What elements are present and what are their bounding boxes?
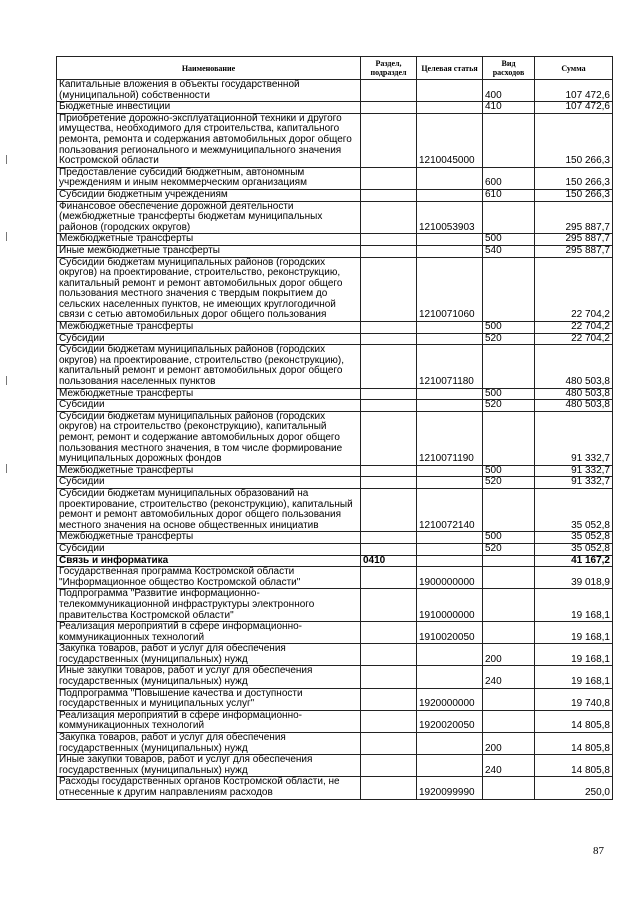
cell-target	[417, 477, 483, 489]
cell-target	[417, 80, 483, 102]
cell-sum: 150 266,3	[535, 167, 613, 189]
cell-target	[417, 755, 483, 777]
cell-vid: 600	[483, 167, 535, 189]
cell-section	[361, 345, 417, 388]
cell-sum: 35 052,8	[535, 488, 613, 531]
cell-target: 1910000000	[417, 589, 483, 622]
cell-section	[361, 567, 417, 589]
cell-target: 1920099990	[417, 777, 483, 799]
cell-name: Субсидии	[57, 333, 361, 345]
table-row	[57, 555, 613, 567]
table-row	[57, 245, 613, 257]
cell-sum: 22 704,2	[535, 322, 613, 334]
scan-mark	[6, 376, 7, 385]
cell-section	[361, 257, 417, 322]
cell-vid	[483, 589, 535, 622]
cell-name: Субсидии бюджетам муниципальных районов (городских округов) на проектирование, строительство, реконструкцию, капитальный ремонт и ремонт автомобильных дорог общего пользования местного значения с твердым покрытием до сельских населенных пунктов, не имеющих круглогодичной связи с сетью автомобильных дорог общего пользования	[57, 257, 361, 322]
cell-sum: 35 052,8	[535, 532, 613, 544]
budget-table	[56, 56, 613, 800]
header-name: Наименование	[57, 57, 361, 80]
cell-name: Иные закупки товаров, работ и услуг для обеспечения государственных (муниципальных) нужд	[57, 666, 361, 688]
cell-target: 1210071180	[417, 345, 483, 388]
cell-vid: 520	[483, 477, 535, 489]
cell-sum: 14 805,8	[535, 733, 613, 755]
cell-sum: 295 887,7	[535, 245, 613, 257]
cell-name: Реализация мероприятий в сфере информационно- коммуникационных технологий	[57, 710, 361, 732]
cell-name: Межбюджетные трансферты	[57, 532, 361, 544]
cell-section	[361, 189, 417, 201]
cell-name: Реализация мероприятий в сфере информационно- коммуникационных технологий	[57, 622, 361, 644]
cell-target	[417, 189, 483, 201]
table-row	[57, 710, 613, 732]
header-target: Целевая статья	[417, 57, 483, 80]
cell-vid: 520	[483, 333, 535, 345]
cell-section	[361, 245, 417, 257]
cell-target	[417, 532, 483, 544]
table-row	[57, 465, 613, 477]
cell-vid: 500	[483, 532, 535, 544]
table-row	[57, 201, 613, 234]
table-row	[57, 733, 613, 755]
cell-sum: 91 332,7	[535, 411, 613, 465]
cell-sum: 91 332,7	[535, 477, 613, 489]
cell-target	[417, 543, 483, 555]
cell-name: Иные межбюджетные трансферты	[57, 245, 361, 257]
table-row	[57, 755, 613, 777]
cell-target	[417, 388, 483, 400]
cell-target: 1210071060	[417, 257, 483, 322]
cell-section	[361, 777, 417, 799]
cell-vid: 500	[483, 234, 535, 246]
cell-target	[417, 322, 483, 334]
table-row	[57, 777, 613, 799]
cell-name: Подпрограмма "Развитие информационно- телекоммуникационной инфраструктуры электронного правительства Костромской области"	[57, 589, 361, 622]
table-row	[57, 322, 613, 334]
table-body	[57, 80, 613, 800]
scan-mark	[6, 232, 7, 241]
cell-sum: 39 018,9	[535, 567, 613, 589]
header-vid: Вид расходов	[483, 57, 535, 80]
cell-section	[361, 201, 417, 234]
cell-name: Межбюджетные трансферты	[57, 322, 361, 334]
table-row	[57, 477, 613, 489]
cell-name: Субсидии	[57, 477, 361, 489]
cell-sum: 14 805,8	[535, 755, 613, 777]
cell-vid: 410	[483, 102, 535, 114]
table-row	[57, 567, 613, 589]
table-row	[57, 257, 613, 322]
cell-name: Государственная программа Костромской области "Информационное общество Костромской области"	[57, 567, 361, 589]
cell-sum: 295 887,7	[535, 234, 613, 246]
header-section: Раздел, подраздел	[361, 57, 417, 80]
cell-vid	[483, 411, 535, 465]
cell-vid: 500	[483, 465, 535, 477]
cell-section	[361, 167, 417, 189]
cell-section	[361, 589, 417, 622]
table-row	[57, 189, 613, 201]
cell-section	[361, 80, 417, 102]
cell-sum: 35 052,8	[535, 543, 613, 555]
table-row	[57, 488, 613, 531]
cell-sum: 19 168,1	[535, 589, 613, 622]
cell-name: Субсидии бюджетным учреждениям	[57, 189, 361, 201]
cell-vid: 500	[483, 388, 535, 400]
cell-name: Межбюджетные трансферты	[57, 234, 361, 246]
cell-name: Субсидии бюджетам муниципальных районов (городских округов) на строительство (реконструкцию), капитальный ремонт, ремонт и содержание автомобильных дорог общего пользования местного значения, в том числе формирование муниципальных дорожных фондов	[57, 411, 361, 465]
cell-target: 1210071190	[417, 411, 483, 465]
cell-section	[361, 234, 417, 246]
cell-vid: 500	[483, 322, 535, 334]
cell-vid	[483, 257, 535, 322]
table-row	[57, 80, 613, 102]
cell-target	[417, 333, 483, 345]
cell-target	[417, 167, 483, 189]
cell-vid	[483, 345, 535, 388]
header-sum: Сумма	[535, 57, 613, 80]
cell-target	[417, 666, 483, 688]
cell-vid: 400	[483, 80, 535, 102]
cell-target	[417, 644, 483, 666]
table-row	[57, 167, 613, 189]
cell-section	[361, 388, 417, 400]
cell-name: Подпрограмма "Повышение качества и доступности государственных и муниципальных услуг"	[57, 688, 361, 710]
cell-section	[361, 622, 417, 644]
cell-section	[361, 333, 417, 345]
page-number: 87	[593, 845, 604, 857]
cell-section	[361, 710, 417, 732]
cell-sum: 295 887,7	[535, 201, 613, 234]
cell-vid: 240	[483, 755, 535, 777]
table-row	[57, 622, 613, 644]
scan-mark	[6, 464, 7, 473]
cell-vid: 200	[483, 644, 535, 666]
cell-sum: 22 704,2	[535, 257, 613, 322]
cell-target	[417, 555, 483, 567]
table-row	[57, 102, 613, 114]
cell-name: Субсидии	[57, 543, 361, 555]
cell-name: Закупка товаров, работ и услуг для обеспечения государственных (муниципальных) нужд	[57, 733, 361, 755]
cell-target: 1920000000	[417, 688, 483, 710]
cell-section	[361, 688, 417, 710]
cell-section	[361, 755, 417, 777]
cell-vid	[483, 710, 535, 732]
cell-name: Предоставление субсидий бюджетным, автономным учреждениям и иным некоммерческим организациям	[57, 167, 361, 189]
table-row	[57, 400, 613, 412]
cell-section	[361, 666, 417, 688]
table-row	[57, 113, 613, 167]
cell-section	[361, 465, 417, 477]
cell-vid	[483, 622, 535, 644]
cell-name: Приобретение дорожно-эксплуатационной техники и другого имущества, необходимого для строительства, капитального ремонта, ремонта и содержания автомобильных дорог общего пользования регионального и межмуниципального значения Костромской области	[57, 113, 361, 167]
cell-vid	[483, 488, 535, 531]
cell-sum: 91 332,7	[535, 465, 613, 477]
cell-section	[361, 411, 417, 465]
cell-target	[417, 245, 483, 257]
cell-section	[361, 644, 417, 666]
cell-name: Капитальные вложения в объекты государственной (муниципальной) собственности	[57, 80, 361, 102]
cell-vid: 520	[483, 543, 535, 555]
cell-name: Субсидии бюджетам муниципальных районов (городских округов) на проектирование, строительство (реконструкцию), капитальный ремонт и ремонт автомобильных дорог общего пользования населенных пунктов	[57, 345, 361, 388]
cell-section	[361, 113, 417, 167]
cell-sum: 150 266,3	[535, 113, 613, 167]
cell-sum: 19 168,1	[535, 622, 613, 644]
cell-name: Закупка товаров, работ и услуг для обеспечения государственных (муниципальных) нужд	[57, 644, 361, 666]
cell-section	[361, 477, 417, 489]
cell-section: 0410	[361, 555, 417, 567]
cell-sum: 480 503,8	[535, 345, 613, 388]
table-row	[57, 345, 613, 388]
cell-vid	[483, 113, 535, 167]
cell-name: Финансовое обеспечение дорожной деятельности (межбюджетные трансферты бюджетам муниципальных районов (городских округов)	[57, 201, 361, 234]
scan-mark	[6, 155, 7, 164]
cell-target	[417, 102, 483, 114]
cell-section	[361, 400, 417, 412]
cell-sum: 41 167,2	[535, 555, 613, 567]
cell-name: Связь и информатика	[57, 555, 361, 567]
cell-name: Иные закупки товаров, работ и услуг для обеспечения государственных (муниципальных) нужд	[57, 755, 361, 777]
table-row	[57, 589, 613, 622]
cell-sum: 250,0	[535, 777, 613, 799]
cell-sum: 19 168,1	[535, 666, 613, 688]
table-row	[57, 333, 613, 345]
cell-section	[361, 532, 417, 544]
cell-target: 1210053903	[417, 201, 483, 234]
cell-section	[361, 102, 417, 114]
cell-section	[361, 733, 417, 755]
cell-sum: 19 740,8	[535, 688, 613, 710]
cell-target	[417, 465, 483, 477]
cell-vid: 240	[483, 666, 535, 688]
cell-target	[417, 234, 483, 246]
table-row	[57, 388, 613, 400]
cell-vid: 520	[483, 400, 535, 412]
cell-section	[361, 488, 417, 531]
cell-name: Субсидии	[57, 400, 361, 412]
cell-vid	[483, 688, 535, 710]
cell-name: Межбюджетные трансферты	[57, 388, 361, 400]
cell-vid	[483, 555, 535, 567]
cell-target: 1210045000	[417, 113, 483, 167]
cell-vid	[483, 201, 535, 234]
table-header-row	[57, 57, 613, 80]
cell-name: Расходы государственных органов Костромской области, не отнесенные к другим направлениям расходов	[57, 777, 361, 799]
table-row	[57, 688, 613, 710]
cell-name: Субсидии бюджетам муниципальных образований на проектирование, строительство (реконструкцию), капитальный ремонт и ремонт автомобильных дорог общего пользования местного значения на основе общественных инициатив	[57, 488, 361, 531]
cell-sum: 107 472,6	[535, 102, 613, 114]
cell-sum: 19 168,1	[535, 644, 613, 666]
cell-name: Бюджетные инвестиции	[57, 102, 361, 114]
cell-vid: 610	[483, 189, 535, 201]
cell-target: 1920020050	[417, 710, 483, 732]
cell-vid: 200	[483, 733, 535, 755]
cell-vid	[483, 777, 535, 799]
cell-vid: 540	[483, 245, 535, 257]
cell-sum: 150 266,3	[535, 189, 613, 201]
cell-target	[417, 400, 483, 412]
cell-name: Межбюджетные трансферты	[57, 465, 361, 477]
cell-sum: 480 503,8	[535, 388, 613, 400]
cell-sum: 107 472,6	[535, 80, 613, 102]
cell-target	[417, 733, 483, 755]
cell-section	[361, 543, 417, 555]
cell-target: 1900000000	[417, 567, 483, 589]
cell-section	[361, 322, 417, 334]
table-row	[57, 644, 613, 666]
cell-sum: 14 805,8	[535, 710, 613, 732]
table-row	[57, 543, 613, 555]
cell-target: 1210072140	[417, 488, 483, 531]
cell-vid	[483, 567, 535, 589]
cell-target: 1910020050	[417, 622, 483, 644]
table-row	[57, 532, 613, 544]
table-row	[57, 411, 613, 465]
cell-sum: 480 503,8	[535, 400, 613, 412]
table-row	[57, 666, 613, 688]
table-row	[57, 234, 613, 246]
cell-sum: 22 704,2	[535, 333, 613, 345]
